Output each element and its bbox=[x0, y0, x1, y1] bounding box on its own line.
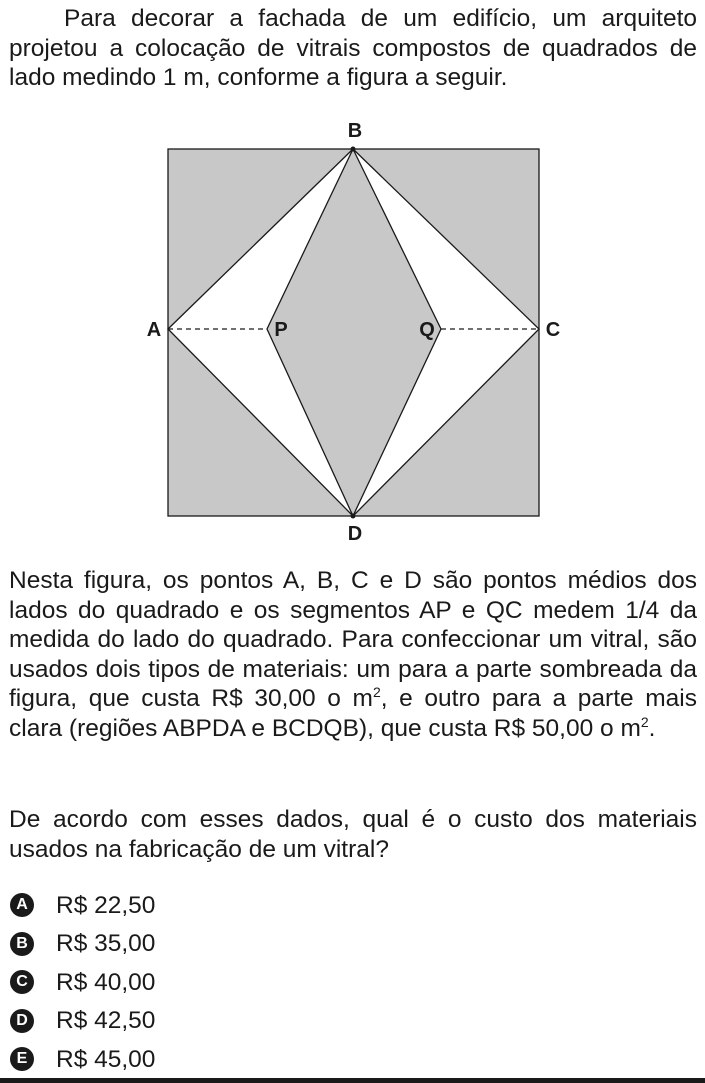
option-c-letter-badge: C bbox=[10, 970, 34, 994]
option-e[interactable] bbox=[10, 1040, 610, 1079]
option-c[interactable] bbox=[10, 963, 610, 1002]
option-d[interactable] bbox=[10, 1002, 610, 1041]
point-b-dot bbox=[351, 147, 356, 152]
option-b-text: R$ 35,00 bbox=[56, 930, 156, 958]
option-a-text: R$ 22,50 bbox=[56, 891, 156, 919]
stained-glass-figure bbox=[0, 110, 705, 550]
option-e-letter-badge: E bbox=[10, 1047, 34, 1071]
option-b[interactable] bbox=[10, 925, 610, 964]
superscript-1: 2 bbox=[372, 683, 381, 700]
label-d: D bbox=[347, 523, 363, 545]
description-paragraph bbox=[9, 566, 697, 743]
answer-options bbox=[10, 886, 610, 1079]
label-b: B bbox=[347, 120, 363, 142]
point-d-dot bbox=[351, 514, 356, 519]
label-p: P bbox=[274, 319, 288, 341]
question-paragraph: De acordo com esses dados, qual é o custo dos materiais usados na fabricação de um vitral? bbox=[9, 806, 697, 863]
intro-paragraph: Para decorar a fachada de um edifício, um arquiteto projetou a colocação de vitrais compostos de quadrados de lado medindo 1 m, conforme a figura a seguir. bbox=[9, 5, 697, 91]
bottom-divider bbox=[0, 1078, 705, 1083]
label-a: A bbox=[146, 319, 162, 341]
description-text-2: , e outro para a parte mais clara (regiões ABPDA e BCDQB), que custa R$ 50,00 o m bbox=[9, 685, 697, 742]
option-a[interactable] bbox=[10, 886, 610, 925]
option-a-letter-badge: A bbox=[10, 893, 34, 917]
description-text-1: Nesta figura, os pontos A, B, C e D são pontos médios dos lados do quadrado e os segmentos AP e QC medem 1/4 da medida do lado do quadrado. Para confeccionar um vitral, são usados dois tipos de materiais: um para a parte sombreada da figura, que custa R$ 30,00 o m bbox=[9, 567, 697, 712]
label-c: C bbox=[545, 319, 561, 341]
option-d-text: R$ 42,50 bbox=[56, 1007, 156, 1035]
option-d-letter-badge: D bbox=[10, 1009, 34, 1033]
option-c-text: R$ 40,00 bbox=[56, 968, 156, 996]
label-q: Q bbox=[419, 319, 435, 341]
description-text-3: . bbox=[648, 714, 656, 742]
option-b-letter-badge: B bbox=[10, 932, 34, 956]
option-e-text: R$ 45,00 bbox=[56, 1045, 156, 1073]
superscript-2: 2 bbox=[640, 713, 649, 730]
